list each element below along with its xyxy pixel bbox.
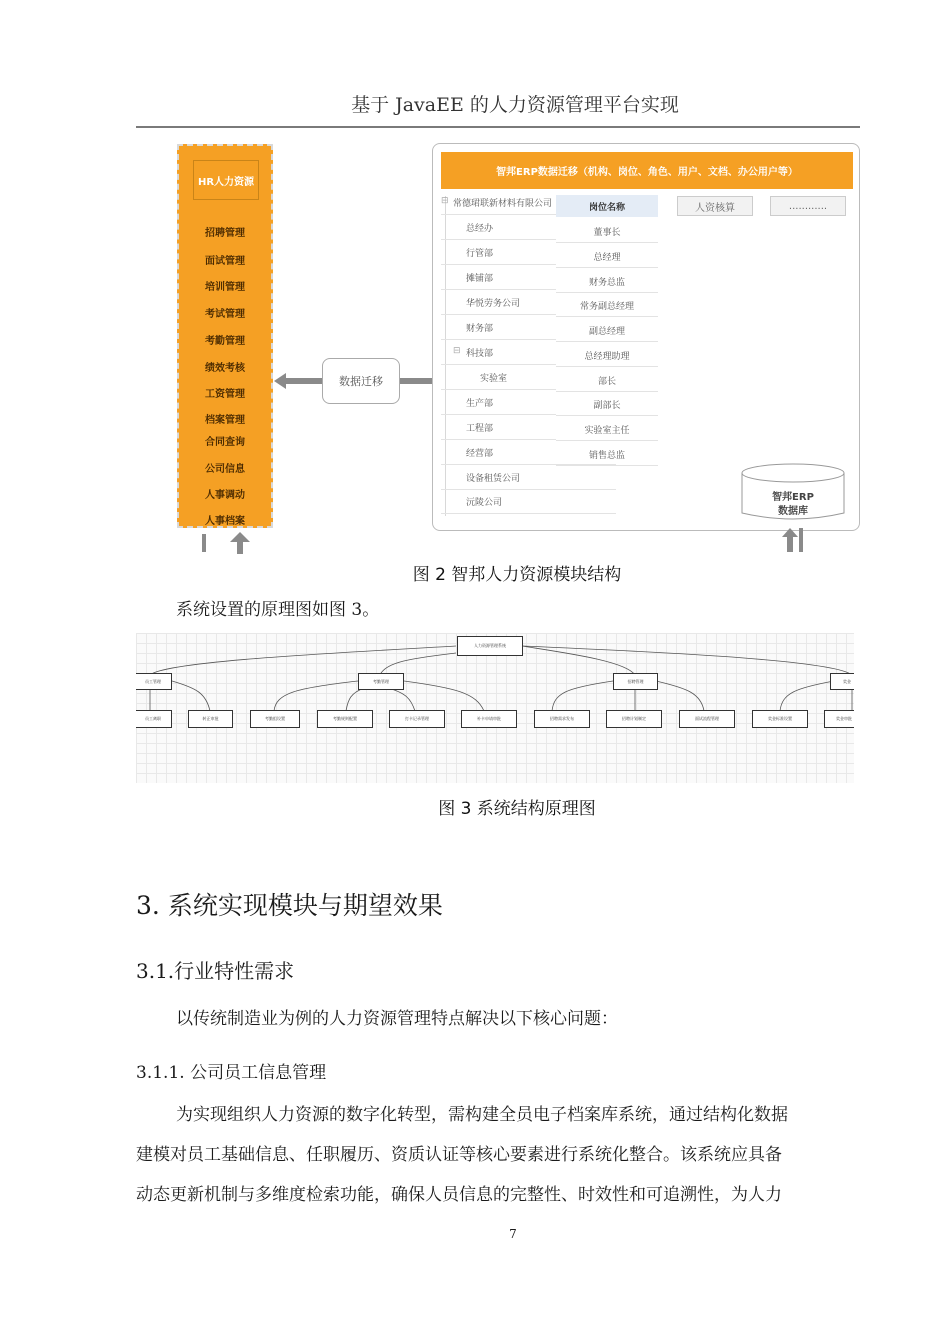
diagram-node: 奖金标准设置	[752, 710, 808, 728]
diagram-node: 招聘需求发布	[534, 710, 590, 728]
data-migration-box: 数据迁移	[322, 358, 400, 404]
org-node[interactable]: 实验室	[480, 374, 508, 384]
intro-paragraph: 以传统制造业为例的人力资源管理特点解决以下核心问题：	[176, 1009, 618, 1029]
org-node[interactable]: 摊铺部	[466, 274, 494, 284]
more-button[interactable]: ............	[770, 196, 846, 216]
collapse-icon[interactable]: ⊟	[441, 196, 449, 206]
diagram-node: 考勤规则配置	[317, 710, 373, 728]
figure-2-caption: 图 2 智邦人力资源模块结构	[412, 565, 622, 585]
diagram-node: 奖金审批	[824, 710, 860, 728]
diagram-node: 员工管理	[136, 673, 172, 690]
line-down	[799, 528, 803, 552]
hr-item: 招聘管理	[205, 228, 245, 239]
org-root[interactable]: 常德珺联新材料有限公司	[453, 199, 553, 209]
diagram-node: 打卡记录管理	[389, 710, 445, 728]
position-header: 岗位名称	[556, 195, 658, 217]
org-node[interactable]: 生产部	[466, 399, 494, 409]
position-item[interactable]: 常务副总经理	[579, 302, 634, 312]
org-node[interactable]: 华悦劳务公司	[466, 299, 521, 309]
diagram-node: 员工离职	[136, 710, 172, 728]
hr-item: 人事调动	[205, 490, 245, 501]
org-node[interactable]: 科技部	[466, 349, 494, 359]
position-item[interactable]: 总经理助理	[584, 352, 630, 362]
hr-item: 考试管理	[205, 309, 245, 320]
diagram-node: 招聘管理	[613, 673, 658, 690]
org-node[interactable]: 沅陵公司	[466, 498, 503, 508]
position-item[interactable]: 部长	[597, 377, 616, 387]
database-label: 智邦ERP	[772, 492, 814, 503]
hr-item: 公司信息	[205, 464, 245, 475]
position-item[interactable]: 副部长	[593, 401, 621, 411]
section-heading: 3. 系统实现模块与期望效果	[136, 891, 443, 920]
database-label: 数据库	[778, 506, 808, 517]
hr-item: 人事档案	[205, 516, 245, 527]
line-down	[202, 534, 206, 552]
subsubsection-heading: 3.1.1. 公司员工信息管理	[136, 1063, 327, 1083]
hr-item: 考勤管理	[205, 336, 245, 347]
hr-item: 培训管理	[205, 282, 245, 293]
org-node[interactable]: 设备租赁公司	[466, 474, 521, 484]
diagram-node: 考勤管理	[358, 673, 404, 690]
hr-item: 档案管理	[205, 415, 245, 426]
org-node[interactable]: 经营部	[466, 449, 494, 459]
org-node[interactable]: 总经办	[466, 224, 494, 234]
org-node[interactable]: 财务部	[466, 324, 494, 334]
body-line: 为实现组织人力资源的数字化转型，需构建全员电子档案库系统，通过结构化数据	[176, 1105, 788, 1125]
diagram-node: 招聘计划制定	[606, 710, 662, 728]
hr-accounting-button[interactable]: 人资核算	[677, 196, 753, 216]
page-number: 7	[509, 1227, 517, 1241]
position-item[interactable]: 副总经理	[588, 327, 625, 337]
diagram-node: 补卡申请审批	[461, 710, 517, 728]
hr-item: 合同查询	[205, 437, 245, 448]
diagram-node: 转正审批	[188, 710, 233, 728]
diagram-node: 奖金	[830, 673, 860, 690]
figure-3-caption: 图 3 系统结构原理图	[438, 799, 596, 819]
running-header: 基于 JavaEE 的人力资源管理平台实现	[351, 94, 679, 116]
intro-figure-3: 系统设置的原理图如图 3。	[176, 600, 380, 620]
position-item[interactable]: 总经理	[593, 253, 621, 263]
subsection-heading: 3.1.行业特性需求	[136, 959, 295, 983]
body-line: 建模对员工基础信息、任职履历、资质认证等核心要素进行系统化整合。该系统应具备	[136, 1145, 782, 1165]
position-item[interactable]: 实验室主任	[584, 426, 630, 436]
hr-item: 绩效考核	[205, 363, 245, 374]
position-item[interactable]: 董事长	[593, 228, 621, 238]
header-rule	[136, 126, 860, 128]
diagram-node-root: 人力资源管理系统	[457, 636, 523, 656]
position-item[interactable]: 财务总监	[588, 278, 625, 288]
org-node[interactable]: 行管部	[466, 249, 494, 259]
org-node[interactable]: 工程部	[466, 424, 494, 434]
arrow-up-icon	[230, 532, 250, 554]
arrow-up-icon	[782, 528, 798, 552]
tree-guide	[445, 196, 446, 516]
erp-banner: 智邦ERP数据迁移（机构、岗位、角色、用户、文档、办公用户等）	[441, 152, 853, 189]
diagram-node: 面试流程管理	[679, 710, 735, 728]
hr-module-column	[177, 144, 273, 528]
hr-item: 面试管理	[205, 256, 245, 267]
collapse-icon[interactable]: ⊟	[453, 346, 461, 356]
position-item[interactable]: 销售总监	[588, 451, 625, 461]
body-line: 动态更新机制与多维度检索功能，确保人员信息的完整性、时效性和可追溯性，为人力	[136, 1185, 782, 1205]
figure-3	[136, 633, 860, 783]
hr-item: 工资管理	[205, 389, 245, 400]
diagram-node: 考勤组设置	[250, 710, 300, 728]
hr-title-box: HR人力资源	[193, 160, 259, 200]
